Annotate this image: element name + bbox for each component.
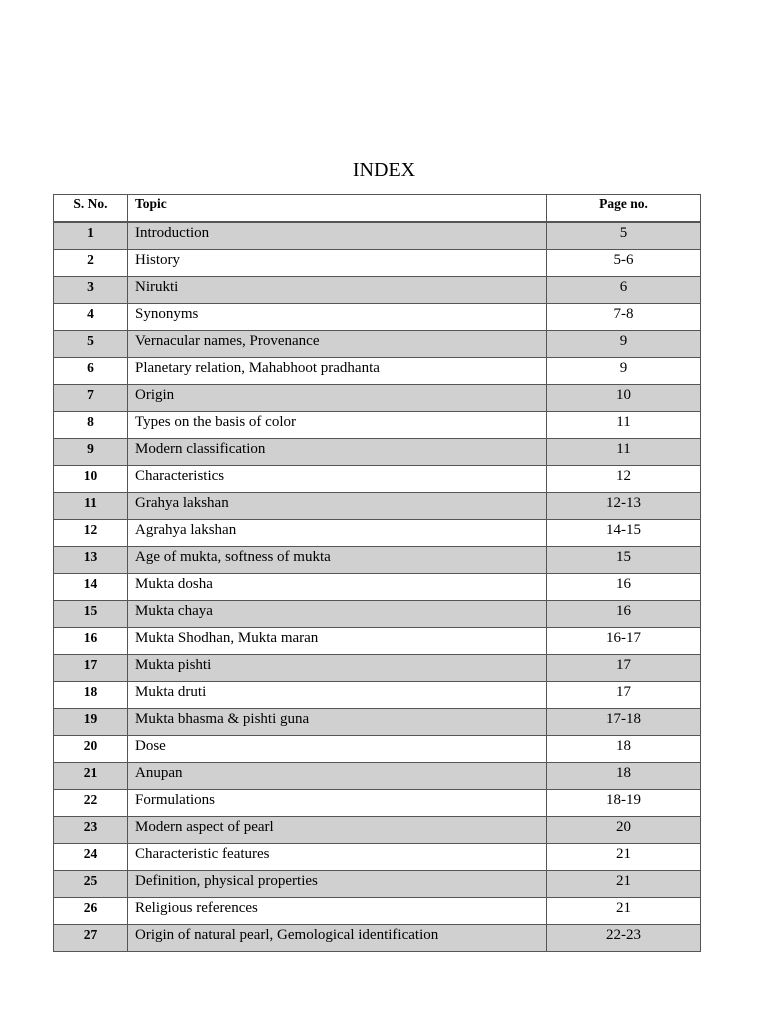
table-row — [54, 547, 701, 574]
row-topic: Mukta bhasma & pishti guna — [128, 709, 547, 736]
table-row — [54, 601, 701, 628]
row-topic: Characteristic features — [128, 844, 547, 871]
row-topic: History — [128, 250, 547, 277]
table-row — [54, 790, 701, 817]
row-topic: Origin — [128, 385, 547, 412]
table-header-row — [54, 195, 701, 223]
row-topic: Modern classification — [128, 439, 547, 466]
row-page: 9 — [547, 358, 701, 385]
row-topic: Definition, physical properties — [128, 871, 547, 898]
table-row — [54, 925, 701, 952]
header-topic: Topic — [128, 195, 547, 223]
table-row — [54, 736, 701, 763]
row-sno: 26 — [54, 898, 128, 925]
row-topic: Anupan — [128, 763, 547, 790]
row-page: 10 — [547, 385, 701, 412]
row-page: 7-8 — [547, 304, 701, 331]
table-row — [54, 574, 701, 601]
row-page: 17 — [547, 655, 701, 682]
row-sno: 14 — [54, 574, 128, 601]
row-page: 11 — [547, 412, 701, 439]
row-topic: Age of mukta, softness of mukta — [128, 547, 547, 574]
row-topic: Introduction — [128, 222, 547, 250]
table-row — [54, 439, 701, 466]
row-page: 18 — [547, 736, 701, 763]
row-page: 5 — [547, 222, 701, 250]
row-sno: 22 — [54, 790, 128, 817]
row-page: 16 — [547, 574, 701, 601]
row-sno: 6 — [54, 358, 128, 385]
row-page: 6 — [547, 277, 701, 304]
table-row — [54, 871, 701, 898]
table-row — [54, 412, 701, 439]
row-page: 11 — [547, 439, 701, 466]
index-table — [53, 194, 701, 952]
row-topic: Mukta dosha — [128, 574, 547, 601]
row-page: 16 — [547, 601, 701, 628]
table-row — [54, 655, 701, 682]
row-page: 12-13 — [547, 493, 701, 520]
table-body — [54, 222, 701, 952]
table-row — [54, 709, 701, 736]
table-row — [54, 358, 701, 385]
row-topic: Mukta chaya — [128, 601, 547, 628]
row-page: 14-15 — [547, 520, 701, 547]
row-sno: 1 — [54, 222, 128, 250]
row-page: 15 — [547, 547, 701, 574]
row-page: 21 — [547, 898, 701, 925]
row-sno: 25 — [54, 871, 128, 898]
table-row — [54, 520, 701, 547]
row-sno: 18 — [54, 682, 128, 709]
row-topic: Vernacular names, Provenance — [128, 331, 547, 358]
row-sno: 15 — [54, 601, 128, 628]
row-sno: 3 — [54, 277, 128, 304]
table-row — [54, 682, 701, 709]
row-page: 18 — [547, 763, 701, 790]
row-sno: 19 — [54, 709, 128, 736]
row-page: 12 — [547, 466, 701, 493]
row-sno: 9 — [54, 439, 128, 466]
row-topic: Origin of natural pearl, Gemological identification — [128, 925, 547, 952]
row-sno: 5 — [54, 331, 128, 358]
row-topic: Synonyms — [128, 304, 547, 331]
row-page: 22-23 — [547, 925, 701, 952]
row-topic: Religious references — [128, 898, 547, 925]
row-sno: 17 — [54, 655, 128, 682]
row-topic: Formulations — [128, 790, 547, 817]
row-page: 21 — [547, 871, 701, 898]
row-sno: 20 — [54, 736, 128, 763]
row-page: 9 — [547, 331, 701, 358]
table-row — [54, 304, 701, 331]
row-topic: Nirukti — [128, 277, 547, 304]
row-page: 16-17 — [547, 628, 701, 655]
table-row — [54, 222, 701, 250]
table-row — [54, 493, 701, 520]
table-row — [54, 844, 701, 871]
table-row — [54, 763, 701, 790]
table-row — [54, 277, 701, 304]
row-page: 20 — [547, 817, 701, 844]
row-topic: Mukta druti — [128, 682, 547, 709]
table-row — [54, 250, 701, 277]
row-sno: 2 — [54, 250, 128, 277]
row-sno: 11 — [54, 493, 128, 520]
row-sno: 7 — [54, 385, 128, 412]
row-topic: Dose — [128, 736, 547, 763]
table-row — [54, 628, 701, 655]
table-row — [54, 385, 701, 412]
table-row — [54, 466, 701, 493]
row-page: 5-6 — [547, 250, 701, 277]
page-title: INDEX — [352, 159, 416, 181]
row-page: 18-19 — [547, 790, 701, 817]
row-topic: Grahya lakshan — [128, 493, 547, 520]
row-page: 21 — [547, 844, 701, 871]
row-sno: 16 — [54, 628, 128, 655]
header-sno: S. No. — [54, 195, 128, 223]
row-sno: 27 — [54, 925, 128, 952]
table-row — [54, 331, 701, 358]
row-topic: Planetary relation, Mahabhoot pradhanta — [128, 358, 547, 385]
row-topic: Modern aspect of pearl — [128, 817, 547, 844]
row-topic: Characteristics — [128, 466, 547, 493]
table-row — [54, 817, 701, 844]
row-topic: Agrahya lakshan — [128, 520, 547, 547]
row-sno: 10 — [54, 466, 128, 493]
row-sno: 23 — [54, 817, 128, 844]
row-sno: 21 — [54, 763, 128, 790]
row-sno: 8 — [54, 412, 128, 439]
table-row — [54, 898, 701, 925]
row-topic: Mukta pishti — [128, 655, 547, 682]
row-sno: 13 — [54, 547, 128, 574]
row-sno: 12 — [54, 520, 128, 547]
row-page: 17-18 — [547, 709, 701, 736]
row-topic: Types on the basis of color — [128, 412, 547, 439]
row-sno: 24 — [54, 844, 128, 871]
row-topic: Mukta Shodhan, Mukta maran — [128, 628, 547, 655]
row-sno: 4 — [54, 304, 128, 331]
header-page: Page no. — [547, 195, 701, 223]
row-page: 17 — [547, 682, 701, 709]
